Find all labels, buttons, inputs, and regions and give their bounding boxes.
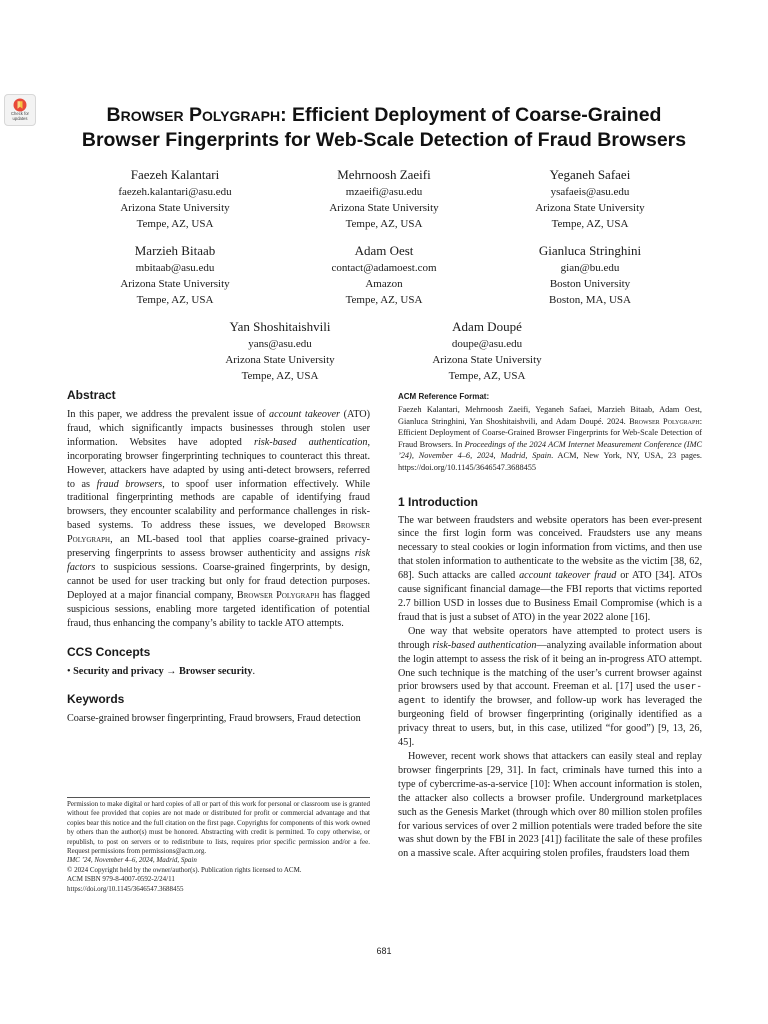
left-column	[67, 388, 370, 726]
author-location: Tempe, AZ, USA	[345, 218, 423, 230]
author-email[interactable]: faezeh.kalantari@asu.edu	[118, 186, 232, 198]
author-card	[367, 318, 607, 384]
author-email[interactable]: ysafaeis@asu.edu	[550, 186, 630, 198]
author-location: Tempe, AZ, USA	[448, 370, 526, 382]
author-name: Adam Oest	[354, 243, 414, 258]
author-location: Tempe, AZ, USA	[241, 370, 319, 382]
acm-ref-text: Faezeh Kalantari, Mehrnoosh Zaeifi, Yeganeh Safaei, Marzieh Bitaab, Adam Oest, Gianluca Stringhini, Yan Shoshitaishvili, and Adam Doupé. 2024. Browser Polygraph: Efficient Deployment of Coarse-Grained Browser Fingerprints for Web-Scale Detection of Fraud Browsers. In Proceedings of the 2024 ACM Internet Measurement Conference (IMC ’24), November 4–6, 2024, Madrid, Spain. ACM, New York, NY, USA, 23 pages. https://doi.org/10.1145/3646547.3688455	[398, 405, 703, 472]
bookmark-ribbon-icon	[13, 98, 27, 112]
author-email[interactable]: contact@adamoest.com	[331, 262, 437, 274]
isbn-text: ACM ISBN 979-8-4007-0592-2/24/11	[67, 875, 175, 884]
author-affiliation: Boston University	[549, 278, 631, 290]
footnote-divider	[67, 797, 370, 798]
title-line2: Browser Fingerprints for Web-Scale Detection of Fraud Browsers	[81, 129, 687, 151]
paper-title	[40, 103, 728, 153]
ccs-item: Security and privacy → Browser security	[73, 665, 253, 677]
author-location: Tempe, AZ, USA	[136, 294, 214, 306]
badge-label: Check for updates	[11, 111, 29, 121]
abstract-text: In this paper, we address the prevalent issue of account takeover (ATO) fraud, which significantly impacts businesses through stolen user information. Websites have adopted risk-based authentication, incorporating browser fingerprinting techniques to counteract this threat. However, attackers have adapted by using anti-detect browsers, referred to as fraud browsers, to spoof user information effectively. While traditional fingerprinting methods are capable of identifying fraud browsers, they encounter scalability and performance challenges in risk-based systems. To address these issues, we developed Browser Polygraph, an ML-based tool that applies coarse-grained privacy-preserving fingerprints to assess browser authenticity and assigns risk factors to suspicious sessions. Coarse-grained fingerprints, by design, cannot be used for user tracking but only for fraud detection purposes. Deployed at a major financial company, Browser Polygraph has flagged suspicious sessions, enabling more targeted identification of potential fraud, thus enhancing the company’s ability to tackle ATO attempts.	[67, 409, 371, 629]
author-location: Boston, MA, USA	[549, 294, 631, 306]
author-card	[160, 318, 400, 384]
permission-footnote	[67, 800, 370, 894]
author-email[interactable]: gian@bu.edu	[560, 262, 620, 274]
ccs-concepts: • Security and privacy → Browser security.	[67, 665, 255, 677]
author-affiliation: Arizona State University	[535, 202, 645, 214]
author-location: Tempe, AZ, USA	[551, 218, 629, 230]
author-name: Yeganeh Safaei	[549, 167, 631, 182]
right-column	[398, 392, 702, 861]
author-name: Adam Doupé	[452, 319, 522, 334]
author-location: Tempe, AZ, USA	[136, 218, 214, 230]
ccs-heading: CCS Concepts	[67, 644, 151, 659]
keywords-heading: Keywords	[67, 692, 125, 707]
title-line1-rest: : Efficient Deployment of Coarse-Grained	[280, 104, 662, 126]
author-card	[264, 166, 504, 232]
permission-text: Permission to make digital or hard copies of all or part of this work for personal or classroom use is granted without fee provided that copies are not made or distributed for profit or commercial advantage and that copies bear this notice and the full citation on the first page. Copyrights for components of this work owned by others than the author(s) must be honored. Abstracting with credit is permitted. To copy otherwise, or republish, to post on servers or to redistribute to lists, requires prior specific permission and/or a fee. Request permissions from permissions@acm.org.	[67, 800, 370, 856]
author-card	[55, 242, 295, 308]
intro-paragraph-2: One way that website operators have attempted to protect users is through risk-based authentication—analyzing available information about the login attempt to assess the risk of it being an in-progress ATO attempt. One such technique is the matching of the user’s current browser against prior browsers used by that account. Freeman et al. [17] used the user-agent to identify the browser, and follow-up work has leveraged the burgeoning field of browser fingerprinting (originally identified as a privacy threat to users, but, in this case, utilized “for good”) [9, 13, 26, 45].	[398, 625, 702, 749]
author-affiliation: Arizona State University	[329, 202, 439, 214]
copyright-text: © 2024 Copyright held by the owner/author(s). Publication rights licensed to ACM.	[67, 865, 302, 874]
intro-paragraph-3: However, recent work shows that attackers can easily steal and replay browser fingerprints [29, 31]. In fact, criminals have turned this into a type of cybercrime-as-a-service [10]: When account information is stolen, the attacker also collects a browser profile. Underground marketplaces such as the Genesis Market (through which over 80 million stolen profiles for various services of over 2 million potentials were traded before the site was shut down by the FBI in 2023 [41]) facilitate the sale of these profiles on a massive scale. After acquiring stolen profiles, fraudsters load them	[398, 750, 702, 860]
author-name: Gianluca Stringhini	[538, 243, 642, 258]
author-card	[55, 166, 295, 232]
intro-heading: 1 Introduction	[398, 494, 478, 509]
check-for-updates-badge[interactable]	[4, 94, 36, 126]
author-name: Mehrnoosh Zaeifi	[337, 167, 431, 182]
author-affiliation: Arizona State University	[120, 202, 230, 214]
author-affiliation: Arizona State University	[120, 278, 230, 290]
author-email[interactable]: mzaeifi@asu.edu	[345, 186, 423, 198]
venue-text: IMC ’24, November 4–6, 2024, Madrid, Spain	[67, 856, 197, 865]
author-card	[470, 166, 710, 232]
author-affiliation: Amazon	[365, 278, 403, 290]
page-number: 681	[376, 946, 392, 956]
author-card	[470, 242, 710, 308]
author-name: Faezeh Kalantari	[130, 167, 220, 182]
title-tool-name: Browser Polygraph	[106, 104, 281, 126]
author-card	[264, 242, 504, 308]
author-email[interactable]: yans@asu.edu	[248, 338, 312, 350]
author-affiliation: Arizona State University	[432, 354, 542, 366]
acm-ref-heading: ACM Reference Format:	[398, 392, 490, 401]
author-name: Yan Shoshitaishvili	[229, 319, 331, 334]
keywords-text: Coarse-grained browser fingerprinting, Fraud browsers, Fraud detection	[67, 713, 361, 725]
abstract-heading: Abstract	[67, 388, 116, 402]
author-name: Marzieh Bitaab	[134, 243, 216, 258]
author-email[interactable]: doupe@asu.edu	[451, 338, 523, 350]
doi-link[interactable]: https://doi.org/10.1145/3646547.3688455	[67, 884, 184, 893]
intro-paragraph-1: The war between fraudsters and website operators has been ever-present since the first login form was conceived. Fraudsters use any means necessary to steal cookies or login information from victims, and then use that stolen information to authenticate to the website as the victim [38, 62, 68]. Such attacks are called account takeover fraud or ATO [34]. ATOs cause significant financial damage—the FBI reports that victims reported 2.7 billion USD in losses due to Business Email Compromise (which is a fraud that is just a subset of ATO) in the year 2022 alone [16].	[398, 514, 703, 623]
author-email[interactable]: mbitaab@asu.edu	[135, 262, 215, 274]
author-location: Tempe, AZ, USA	[345, 294, 423, 306]
author-affiliation: Arizona State University	[225, 354, 335, 366]
